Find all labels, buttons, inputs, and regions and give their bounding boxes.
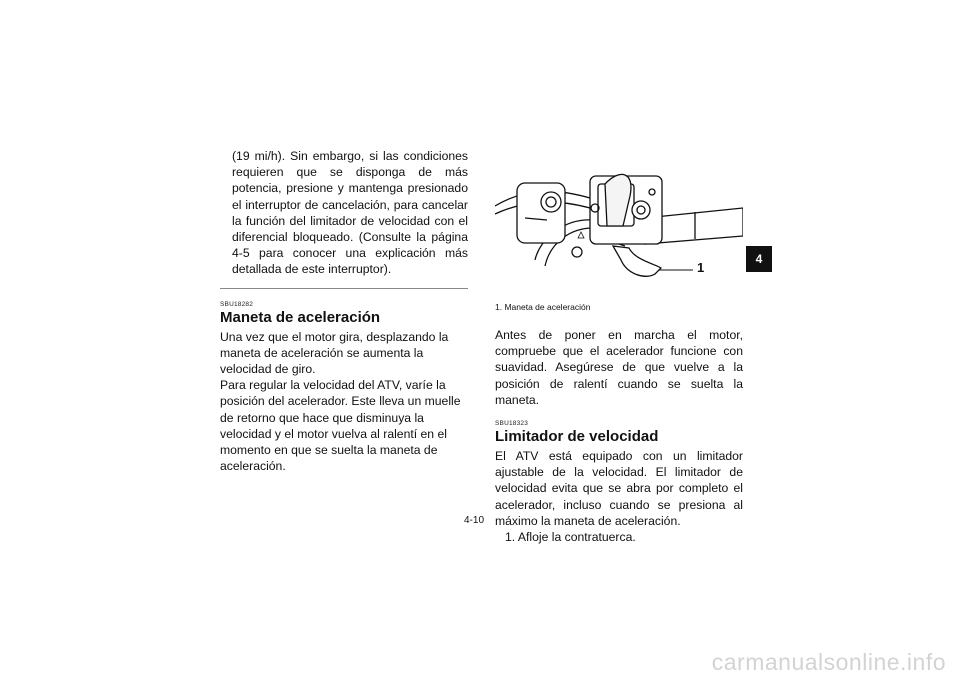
section-title-speed-limiter: Limitador de velocidad bbox=[495, 428, 659, 446]
left-column bbox=[220, 148, 468, 474]
throttle-lever-figure bbox=[495, 148, 743, 298]
right-column bbox=[495, 148, 743, 545]
figure-callout-1: 1 bbox=[697, 260, 705, 275]
section-divider bbox=[220, 288, 468, 289]
page-number: 4-10 bbox=[464, 515, 485, 526]
speed-limiter-paragraph: El ATV está equipado con un limitador ajustable de la velocidad. El limitador de velocidad evita que se abra por completo el acelerador, incluso cuando se presiona al máximo la maneta de aceleración. bbox=[495, 449, 743, 528]
section-code: SBU18282 bbox=[220, 300, 254, 308]
figure-caption: 1. Maneta de aceleración bbox=[495, 302, 591, 312]
section-title-throttle: Maneta de aceleración bbox=[220, 308, 381, 326]
section-code-speed-limiter: SBU18323 bbox=[495, 420, 529, 428]
continuation-paragraph: (19 mi/h). Sin embargo, si las condiciones requieren que se disponga de más potencia, presione y mantenga presionado el interruptor de cancelación, para cancelar la función del limitador de velocidad con el diferencial bloqueado. (Consulte la página 4-5 para conocer una explicación más detallada de este interruptor). bbox=[232, 149, 468, 277]
throttle-paragraph-2: Para regular la velocidad del ATV, varíe la posición del acelerador. Este lleva un muelle de retorno que hace que disminuya la velocidad y el motor vuelva al ralentí en el momento en que se suelta la maneta de aceleración. bbox=[220, 378, 461, 474]
throttle-paragraph-1: Una vez que el motor gira, desplazando la maneta de aceleración se aumenta la velocidad de giro. bbox=[220, 329, 449, 377]
throttle-check-paragraph: Antes de poner en marcha el motor, compruebe que el acelerador funcione con suavidad. Asegúrese de que vuelve a la posición de ralentí cuando se suelta la maneta. bbox=[495, 328, 743, 407]
chapter-tab: 4 bbox=[746, 246, 772, 272]
step-1: 1. Afloje la contratuerca. bbox=[505, 530, 636, 545]
handlebar-illustration bbox=[495, 148, 743, 298]
watermark-text: carmanualsonline.info bbox=[711, 649, 946, 675]
